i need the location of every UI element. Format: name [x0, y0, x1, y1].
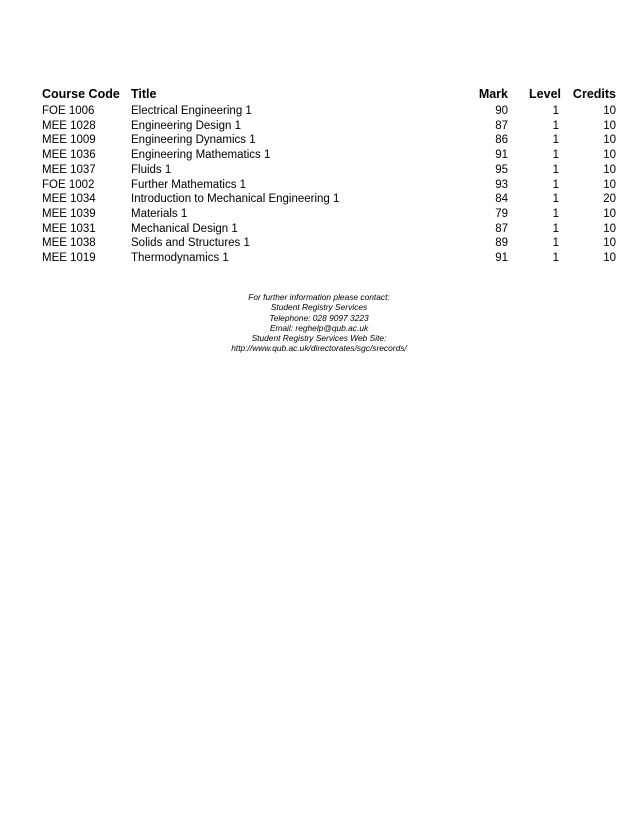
course-credits: 10 — [603, 105, 616, 117]
course-credits: 10 — [603, 178, 616, 191]
results-table — [42, 83, 616, 266]
course-level: 1 — [552, 252, 559, 265]
course-title: Materials 1 — [131, 207, 188, 220]
header-title: Title — [131, 87, 157, 101]
course-mark: 86 — [495, 134, 508, 147]
course-title: Fluids 1 — [131, 163, 172, 176]
header-mark: Mark — [478, 87, 508, 101]
contact-intro: For further information please contact: — [248, 292, 390, 302]
course-mark: 89 — [495, 237, 508, 250]
course-mark: 87 — [495, 222, 508, 235]
table-header-row — [42, 83, 616, 104]
course-title: Engineering Mathematics 1 — [131, 149, 271, 162]
course-credits: 10 — [603, 149, 616, 162]
course-level: 1 — [552, 134, 559, 147]
course-code: MEE 1031 — [42, 222, 96, 235]
course-level: 1 — [552, 119, 559, 132]
course-code: MEE 1028 — [42, 119, 96, 132]
table-row — [42, 133, 616, 148]
table-row — [42, 119, 616, 134]
table-body — [42, 104, 616, 266]
course-code: MEE 1034 — [42, 193, 96, 206]
course-title: Solids and Structures 1 — [131, 237, 250, 250]
course-mark: 79 — [495, 207, 508, 220]
course-mark: 95 — [495, 163, 508, 176]
course-mark: 84 — [495, 193, 508, 206]
course-mark: 90 — [495, 105, 508, 117]
header-course-code: Course Code — [42, 87, 120, 101]
course-mark: 91 — [495, 149, 508, 162]
table-row — [42, 178, 616, 193]
course-title: Electrical Engineering 1 — [131, 105, 252, 117]
course-level: 1 — [552, 207, 559, 220]
course-title: Mechanical Design 1 — [131, 222, 238, 235]
course-credits: 10 — [603, 252, 616, 265]
contact-email: Email: reghelp@qub.ac.uk — [269, 322, 369, 333]
course-mark: 91 — [495, 252, 508, 265]
course-title: Thermodynamics 1 — [131, 252, 229, 265]
table-row — [42, 192, 616, 207]
course-code: FOE 1006 — [42, 105, 95, 117]
course-credits: 10 — [603, 207, 616, 220]
course-title: Engineering Design 1 — [131, 119, 241, 132]
course-credits: 20 — [603, 193, 616, 206]
course-mark: 87 — [495, 119, 508, 132]
contact-website-url: http://www.qub.ac.uk/directorates/sgc/srecords/ — [231, 343, 407, 354]
course-level: 1 — [552, 193, 559, 206]
course-code: FOE 1002 — [42, 178, 95, 191]
course-credits: 10 — [603, 222, 616, 235]
course-title: Engineering Dynamics 1 — [131, 134, 256, 147]
course-code: MEE 1019 — [42, 252, 96, 265]
table-row — [42, 222, 616, 237]
course-code: MEE 1038 — [42, 237, 96, 250]
table-row — [42, 163, 616, 178]
contact-info — [0, 292, 638, 354]
course-title: Further Mathematics 1 — [131, 178, 247, 191]
course-level: 1 — [552, 222, 559, 235]
course-level: 1 — [552, 237, 559, 250]
contact-office: Student Registry Services — [270, 302, 368, 313]
header-credits: Credits — [572, 87, 616, 101]
course-code: MEE 1036 — [42, 149, 96, 162]
course-credits: 10 — [603, 119, 616, 132]
table-row — [42, 104, 616, 119]
course-code: MEE 1039 — [42, 207, 96, 220]
course-level: 1 — [552, 178, 559, 191]
course-credits: 10 — [603, 134, 616, 147]
table-row — [42, 236, 616, 251]
table-row — [42, 207, 616, 222]
course-credits: 10 — [603, 163, 616, 176]
course-code: MEE 1037 — [42, 163, 96, 176]
header-level: Level — [529, 87, 561, 101]
table-row — [42, 148, 616, 163]
course-mark: 93 — [495, 178, 508, 191]
course-level: 1 — [552, 149, 559, 162]
table-row — [42, 251, 616, 266]
course-title: Introduction to Mechanical Engineering 1 — [131, 193, 340, 206]
contact-telephone: Telephone: 028 9097 3223 — [269, 312, 369, 323]
course-level: 1 — [552, 163, 559, 176]
contact-website-label: Student Registry Services Web Site: — [251, 333, 387, 344]
course-code: MEE 1009 — [42, 134, 96, 147]
course-level: 1 — [552, 105, 559, 117]
course-credits: 10 — [603, 237, 616, 250]
